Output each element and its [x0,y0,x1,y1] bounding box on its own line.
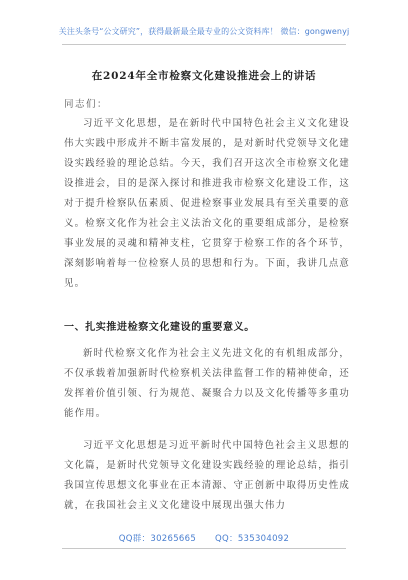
section-paragraph: 新时代检察文化作为社会主义先进文化的有机组成部分，不仅承载着加强新时代检察机关法律监督工作的精神使命，还发挥着价值引领、行为规范、凝聚合力以及文化传播等多重功能作用。 [64,348,350,419]
header-divider [62,44,346,45]
footer-qq-group: QQ群：30265665 [118,534,197,544]
greeting: 同志们： [64,99,109,110]
section-paragraph: 习近平文化思想是习近平新时代中国特色社会主义思想的文化篇，是新时代党领导文化建设实践经验的理论总结，指引我国宣传思想文化事业在正本清源、守正创新中取得历史性成就，在我国社会主义文化建设中展现出强大伟力 [64,440,350,511]
document-title: 在2024年全市检察文化建设推进会上的讲话 [91,70,317,82]
footer-contact [0,532,408,544]
footer-divider [62,548,346,549]
section-heading: 一、扎实推进检察文化建设的重要意义。 [64,322,255,333]
header-banner: 关注头条号“公文研究”，获得最新最全最专业的公文资料库！ 微信：gongwenyj [58,27,350,36]
intro-paragraph: 习近平文化思想，是在新时代中国特色社会主义文化建设伟大实践中形成并不断丰富发展的，是对新时代党领导文化建设实践经验的理论总结。今天，我们召开这次全市检察文化建设推进会，目的是深入探讨和推进我市检察文化建设工作，这对于提升检察队伍素质、促进检察事业发展具有至关重要的意义。检察文化作为社会主义法治文化的重要组成部分，是检察事业发展的灵魂和精神支柱，它贯穿于检察工作的各个环节，深刻影响着每一位检察人员的思想和行为。下面，我讲几点意见。 [64,118,350,289]
footer-qq: QQ：535304092 [215,534,290,544]
